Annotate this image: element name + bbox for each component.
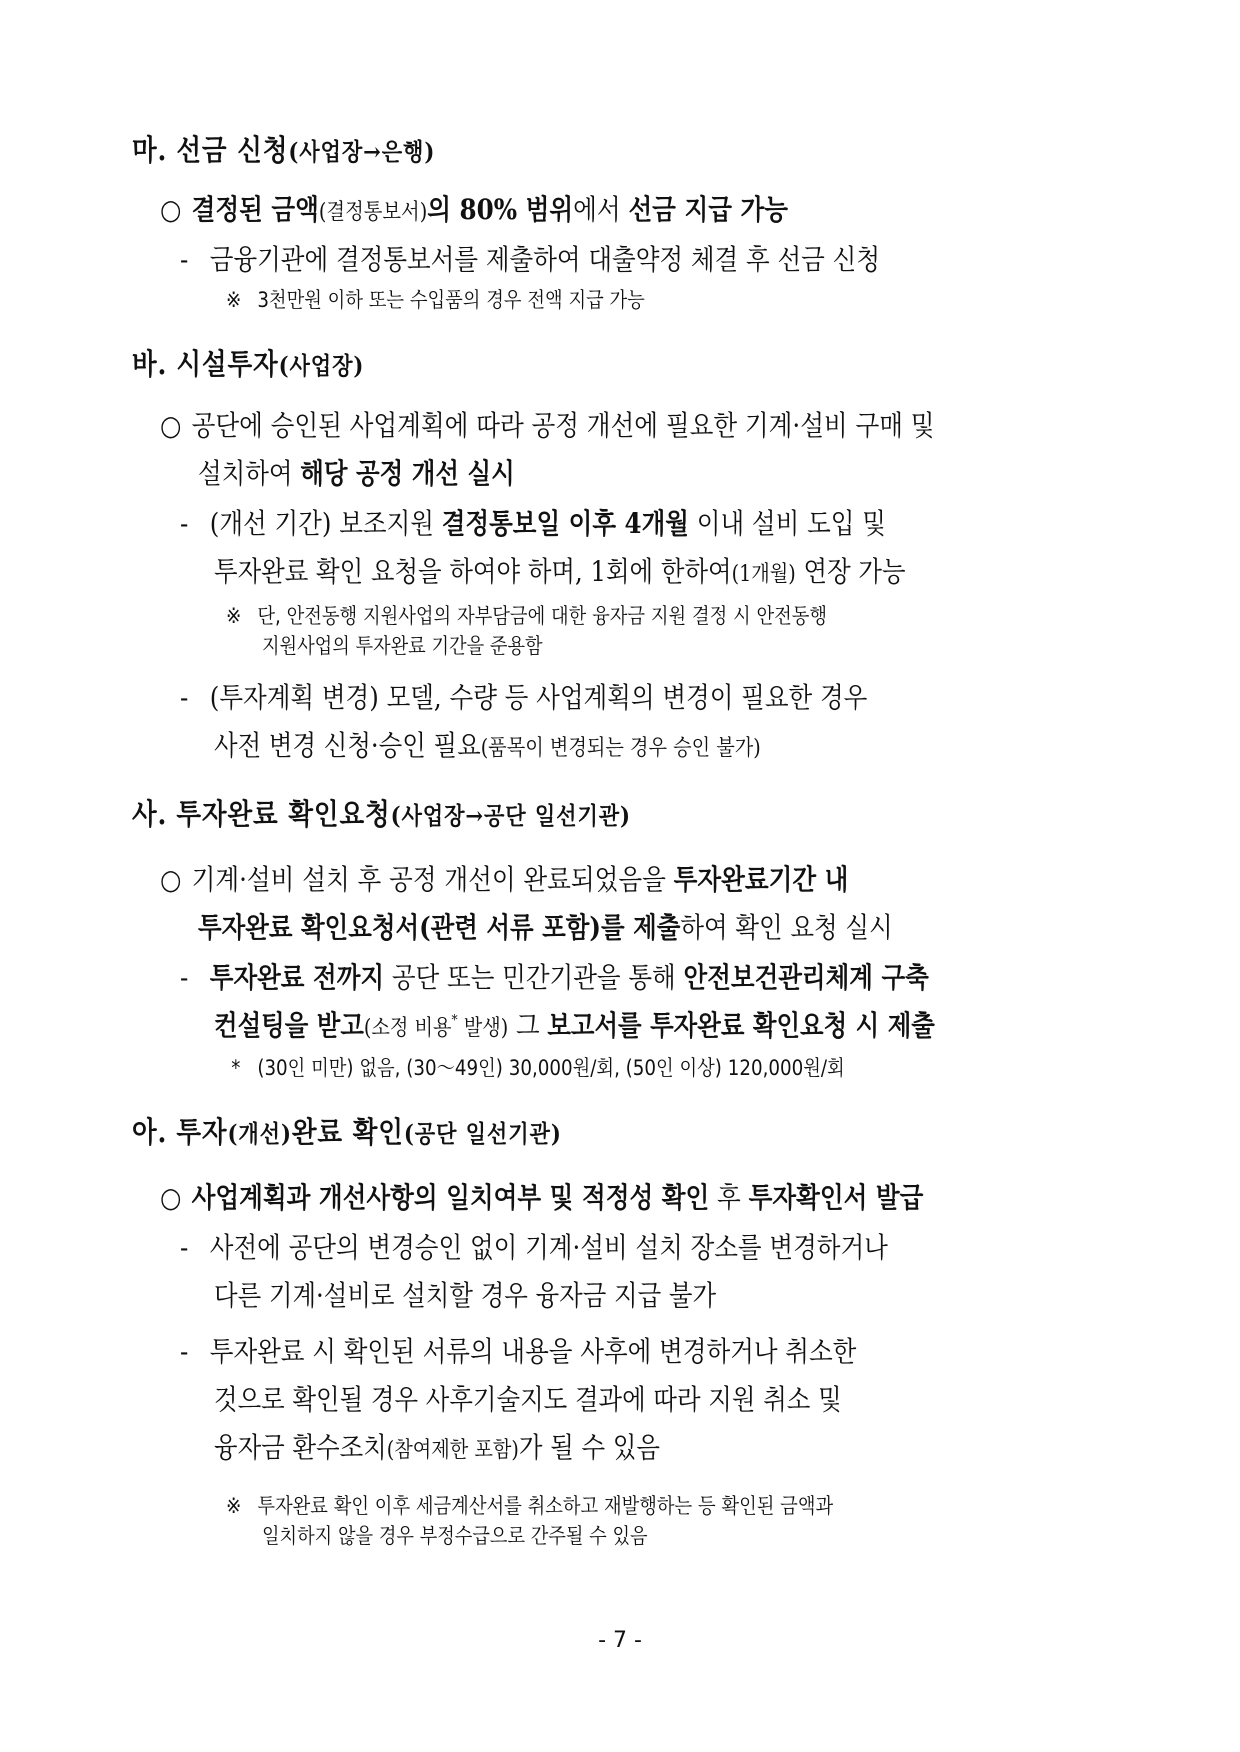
dash-a-1 (180, 1226, 1108, 1266)
text: 이내 설비 도입 및 (688, 507, 886, 540)
section-title-paren: (개선) (227, 1119, 292, 1148)
section-heading-ma (132, 128, 1108, 169)
text-bold: 투자완료 확인요청서(관련 서류 포함)를 제출 (198, 911, 681, 944)
text: (30인 미만) 없음, (30～49인) 30,000원/회, (50인 이상) 120,000원/회 (257, 1056, 845, 1080)
text-bold: 안전보건관리체계 구축 (683, 961, 929, 994)
dash-bullet: - (180, 1335, 189, 1368)
circle-bullet: ○ (160, 193, 182, 226)
section-title: 완료 확인 (291, 1115, 404, 1149)
bullet-a-1 (160, 1176, 1108, 1216)
section-title: 시설투자 (176, 347, 279, 381)
section-title-paren: (공단 일선기관) (403, 1119, 562, 1148)
page-number: - 7 - (598, 1628, 642, 1653)
note-a-1-cont (262, 1520, 1108, 1550)
dash-ba-1 (180, 502, 1108, 542)
section-heading-ba (132, 342, 1108, 383)
text: 융자금 환수조치 (214, 1431, 387, 1464)
section-title: 선금 신청 (176, 133, 289, 167)
circle-bullet: ○ (160, 1181, 182, 1214)
dash-a-1-cont (214, 1274, 1108, 1314)
dash-bullet: - (180, 681, 189, 714)
footnote-sa-1 (226, 1052, 1108, 1082)
text-bold: 투자확인서 발급 (748, 1181, 924, 1214)
bullet-ba-1-cont (198, 452, 1108, 492)
reference-mark: ※ (226, 604, 242, 628)
text: 기계·설비 설치 후 공정 개선이 완료되었음을 (191, 863, 674, 896)
text-small: (소정 비용 (363, 1016, 452, 1041)
section-number: 사. (132, 797, 168, 831)
text-bold: 보고서를 투자완료 확인요청 시 제출 (547, 1009, 935, 1042)
text: 설치하여 (198, 457, 301, 490)
bullet-sa-1-cont (198, 906, 1108, 946)
text-small: 발생) (457, 1016, 509, 1041)
section-title: 투자 (176, 1115, 228, 1149)
text-bold: 사업계획과 개선사항의 일치여부 및 적정성 확인 (191, 1181, 710, 1214)
dash-bullet: - (180, 1231, 189, 1264)
dash-ma-1 (180, 238, 1108, 278)
dash-ba-2 (180, 676, 1108, 716)
bullet-ma-1 (160, 188, 1108, 228)
section-number: 마. (132, 133, 168, 167)
text: 지원사업의 투자완료 기간을 준용함 (262, 634, 543, 658)
text-bold: 의 80% 범위 (427, 193, 574, 226)
text: 하여 확인 요청 실시 (680, 911, 893, 944)
text: 그 (508, 1009, 548, 1042)
dash-bullet: - (180, 961, 189, 994)
section-title-paren: (사업장→은행) (288, 137, 436, 166)
dash-ba-2-cont (214, 724, 1108, 764)
dash-sa-1-cont (214, 1004, 1108, 1044)
text: 가 될 수 있음 (518, 1431, 660, 1464)
text: 연장 가능 (795, 555, 906, 588)
dash-a-2 (180, 1330, 1108, 1370)
dash-bullet: - (180, 243, 189, 276)
note-ba-1-cont (262, 630, 1108, 660)
text-bold: 컨설팅을 받고 (214, 1009, 364, 1042)
dash-a-2-cont2 (214, 1426, 1108, 1466)
text: 에서 (573, 193, 629, 226)
text: 공단 또는 민간기관을 통해 (384, 961, 684, 994)
section-heading-a (132, 1110, 1108, 1151)
text-small: (품목이 변경되는 경우 승인 불가) (480, 736, 761, 761)
bullet-sa-1 (160, 858, 1108, 898)
text: (개선 기간) 보조지원 (209, 507, 442, 540)
text-bold: 투자완료 전까지 (209, 961, 385, 994)
note-ma-1 (226, 284, 1108, 314)
text-small: (참여제한 포함) (386, 1438, 519, 1463)
section-number: 아. (132, 1115, 168, 1149)
note-ba-1 (226, 600, 1108, 630)
reference-mark: ※ (226, 288, 242, 312)
bullet-ba-1 (160, 404, 1108, 444)
text-bold: 선금 지급 가능 (628, 193, 789, 226)
section-title-paren: (사업장) (278, 351, 365, 380)
section-title: 투자완료 확인요청 (176, 797, 391, 831)
text-small: (결정통보서) (318, 200, 428, 225)
text-bold: 투자완료기간 내 (673, 863, 849, 896)
note-a-1 (226, 1490, 1108, 1520)
text: (투자계획 변경) 모델, 수량 등 사업계획의 변경이 필요한 경우 (209, 681, 868, 714)
text: 3천만원 이하 또는 수입품의 경우 전액 지급 가능 (257, 288, 645, 312)
text: 공단에 승인된 사업계획에 따라 공정 개선에 필요한 기계·설비 구매 및 (191, 409, 935, 442)
circle-bullet: ○ (160, 863, 182, 896)
section-title-paren: (사업장→공단 일선기관) (390, 801, 631, 830)
text-small: (1개월) (731, 562, 796, 587)
text-bold: 해당 공정 개선 실시 (300, 457, 515, 490)
text: 일치하지 않을 경우 부정수급으로 간주될 수 있음 (262, 1524, 648, 1548)
text: 다른 기계·설비로 설치할 경우 융자금 지급 불가 (214, 1279, 717, 1312)
section-heading-sa (132, 792, 1108, 833)
dash-bullet: - (180, 507, 189, 540)
text: 투자완료 확인 이후 세금계산서를 취소하고 재발행하는 등 확인된 금액과 (257, 1494, 834, 1518)
footnote-mark: * (451, 1012, 458, 1029)
text: 금융기관에 결정통보서를 제출하여 대출약정 체결 후 선금 신청 (209, 243, 881, 276)
section-number: 바. (132, 347, 168, 381)
text: 것으로 확인될 경우 사후기술지도 결과에 따라 지원 취소 및 (214, 1383, 842, 1416)
text: 단, 안전동행 지원사업의 자부담금에 대한 융자금 지원 결정 시 안전동행 (257, 604, 828, 628)
reference-mark: ※ (226, 1494, 242, 1518)
dash-sa-1 (180, 956, 1108, 996)
dash-a-2-cont (214, 1378, 1108, 1418)
text: 사전에 공단의 변경승인 없이 기계·설비 설치 장소를 변경하거나 (209, 1231, 888, 1264)
text: 투자완료 확인 요청을 하여야 하며, 1회에 한하여 (214, 555, 732, 588)
text: 후 (709, 1181, 749, 1214)
dash-ba-1-cont (214, 550, 1108, 590)
circle-bullet: ○ (160, 409, 182, 442)
text-bold: 결정된 금액 (191, 193, 319, 226)
asterisk-mark: * (231, 1056, 241, 1080)
text: 투자완료 시 확인된 서류의 내용을 사후에 변경하거나 취소한 (209, 1335, 857, 1368)
text: 사전 변경 신청·승인 필요 (214, 729, 481, 762)
text-bold: 결정통보일 이후 4개월 (441, 507, 689, 540)
